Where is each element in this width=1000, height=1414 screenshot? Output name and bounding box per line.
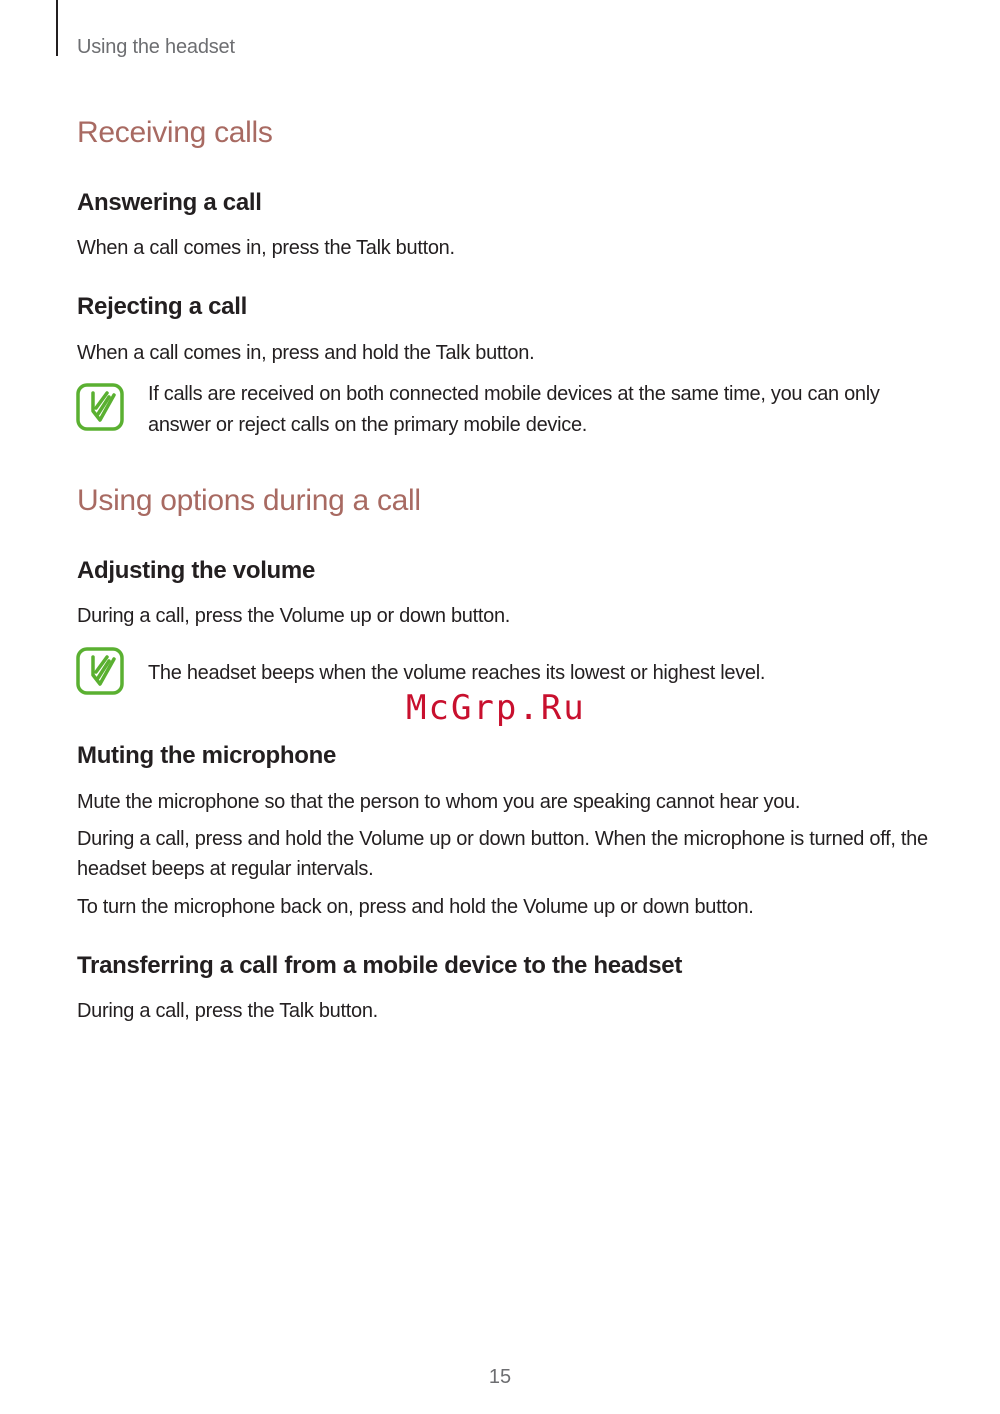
note-volume-beep: The headset beeps when the volume reaches its lowest or highest level. [148,662,766,684]
subsection-title-answering: Answering a call [77,189,262,216]
margin-rule [56,0,58,56]
paragraph-answering: When a call comes in, press the Talk button. [77,237,455,259]
page-number: 15 [488,1366,512,1388]
note-primary-device: If calls are received on both connected mobile devices at the same time, you can only answer or reject calls on the primary mobile device. [148,383,880,436]
section-title-receiving-calls: Receiving calls [77,116,273,149]
watermark: McGrp.Ru [406,688,586,728]
note-pencil-icon [76,647,124,695]
subsection-title-transferring: Transferring a call from a mobile device to the headset [77,952,683,979]
note-pencil-icon [76,383,124,431]
subsection-title-volume: Adjusting the volume [77,557,316,584]
paragraph-muting-2: During a call, press and hold the Volume up or down button. When the microphone is turned off, the headset beeps at regular intervals. [77,828,928,880]
paragraph-muting-3: To turn the microphone back on, press and hold the Volume up or down button. [77,896,754,918]
running-header: Using the headset [77,36,235,58]
paragraph-volume: During a call, press the Volume up or down button. [77,605,511,627]
subsection-title-muting: Muting the microphone [77,742,337,769]
subsection-title-rejecting: Rejecting a call [77,293,247,320]
section-title-options-during-call: Using options during a call [77,484,421,517]
paragraph-muting-1: Mute the microphone so that the person to whom you are speaking cannot hear you. [77,791,801,813]
paragraph-transferring: During a call, press the Talk button. [77,1000,378,1022]
paragraph-rejecting: When a call comes in, press and hold the Talk button. [77,342,535,364]
